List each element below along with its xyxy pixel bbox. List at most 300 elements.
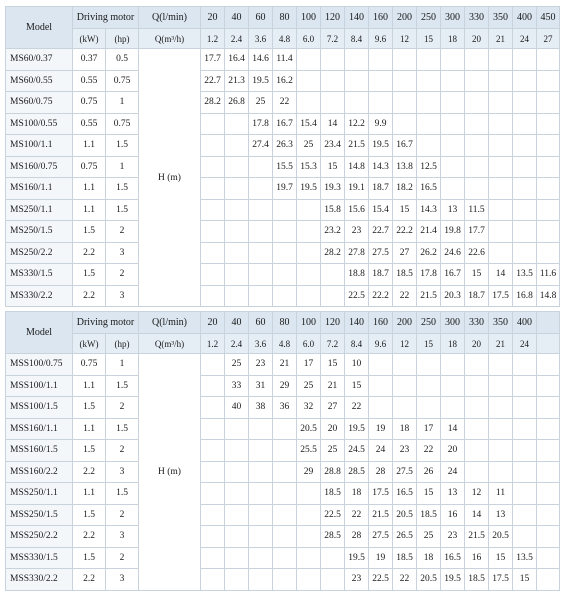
flow-m3h-header: 21 bbox=[489, 29, 513, 49]
head-value-cell bbox=[249, 418, 273, 440]
head-value-cell: 18.5 bbox=[465, 569, 489, 591]
head-value-cell: 19.5 bbox=[249, 70, 273, 92]
head-value-cell: 27 bbox=[321, 397, 345, 419]
table-row bbox=[6, 461, 560, 483]
head-value-cell bbox=[417, 354, 441, 376]
flow-lmin-header: 60 bbox=[249, 312, 273, 334]
motor-kw-cell: 1.5 bbox=[73, 264, 106, 286]
head-value-cell: 20.5 bbox=[417, 569, 441, 591]
head-value-cell bbox=[441, 354, 465, 376]
head-value-cell: 27 bbox=[393, 242, 417, 264]
head-value-cell: 13 bbox=[441, 199, 465, 221]
head-value-cell bbox=[441, 375, 465, 397]
head-value-cell bbox=[441, 156, 465, 178]
head-value-cell bbox=[201, 440, 225, 462]
head-value-cell bbox=[537, 135, 560, 157]
head-value-cell: 14 bbox=[441, 418, 465, 440]
motor-kw-cell: 1.1 bbox=[73, 199, 106, 221]
head-value-cell: 29 bbox=[273, 375, 297, 397]
head-value-cell: 17.8 bbox=[417, 264, 441, 286]
head-value-cell bbox=[249, 547, 273, 569]
head-value-cell bbox=[297, 285, 321, 307]
head-value-cell bbox=[297, 264, 321, 286]
motor-hp-cell: 0.75 bbox=[106, 70, 139, 92]
head-value-cell bbox=[513, 397, 537, 419]
table-row bbox=[6, 92, 560, 114]
head-value-cell: 21.3 bbox=[225, 70, 249, 92]
head-value-cell bbox=[393, 49, 417, 71]
head-value-cell: 19.5 bbox=[441, 569, 465, 591]
head-value-cell: 28.8 bbox=[321, 461, 345, 483]
head-value-cell: 28.5 bbox=[345, 461, 369, 483]
head-value-cell bbox=[297, 221, 321, 243]
head-value-cell: 18.7 bbox=[369, 178, 393, 200]
head-value-cell: 13.5 bbox=[513, 264, 537, 286]
head-value-cell bbox=[345, 49, 369, 71]
head-value-cell bbox=[537, 242, 560, 264]
motor-kw-cell: 2.2 bbox=[73, 461, 106, 483]
head-value-cell bbox=[225, 483, 249, 505]
ms-header-row-m3h bbox=[6, 29, 560, 49]
table-row bbox=[6, 199, 560, 221]
head-value-cell: 20 bbox=[441, 440, 465, 462]
mss-header-row-m3h bbox=[6, 334, 560, 354]
flow-m3h-header: 4.8 bbox=[273, 334, 297, 354]
motor-hp-cell: 0.75 bbox=[106, 113, 139, 135]
head-value-cell bbox=[297, 242, 321, 264]
head-value-cell: 16.7 bbox=[441, 264, 465, 286]
head-value-cell bbox=[489, 135, 513, 157]
head-value-cell bbox=[489, 418, 513, 440]
motor-kw-cell: 0.75 bbox=[73, 92, 106, 114]
motor-kw-cell: 1.1 bbox=[73, 375, 106, 397]
head-value-cell bbox=[273, 199, 297, 221]
head-value-cell: 21.5 bbox=[369, 504, 393, 526]
head-value-cell bbox=[369, 375, 393, 397]
flow-m3h-header: 8.4 bbox=[345, 334, 369, 354]
motor-hp-cell: 2 bbox=[106, 221, 139, 243]
head-value-cell bbox=[537, 375, 560, 397]
flow-lmin-header: 300 bbox=[441, 312, 465, 334]
flow-m3h-header: 2.4 bbox=[225, 29, 249, 49]
flow-lmin-header: 140 bbox=[345, 312, 369, 334]
head-value-cell bbox=[441, 92, 465, 114]
flow-m3h-header: 3.6 bbox=[249, 29, 273, 49]
flow-lmin-header: 200 bbox=[393, 312, 417, 334]
head-value-cell bbox=[321, 569, 345, 591]
head-value-cell: 16 bbox=[465, 547, 489, 569]
table-row bbox=[6, 526, 560, 548]
model-cell: MS160/1.1 bbox=[6, 178, 73, 200]
head-value-cell: 23.4 bbox=[321, 135, 345, 157]
motor-hp-cell: 1.5 bbox=[106, 199, 139, 221]
head-value-cell: 17 bbox=[297, 354, 321, 376]
head-value-cell bbox=[489, 199, 513, 221]
head-value-cell: 19 bbox=[369, 547, 393, 569]
head-value-cell bbox=[201, 504, 225, 526]
flow-lmin-header: 250 bbox=[417, 7, 441, 29]
head-value-cell: 19.5 bbox=[345, 418, 369, 440]
head-value-cell: 27.4 bbox=[249, 135, 273, 157]
head-value-cell: 25 bbox=[321, 440, 345, 462]
head-value-cell bbox=[417, 70, 441, 92]
head-value-cell bbox=[513, 92, 537, 114]
head-value-cell bbox=[513, 113, 537, 135]
head-value-cell: 28 bbox=[369, 461, 393, 483]
motor-kw-cell: 0.75 bbox=[73, 156, 106, 178]
flow-m3h-header: 8.4 bbox=[345, 29, 369, 49]
flow-lmin-header: 60 bbox=[249, 7, 273, 29]
head-value-cell bbox=[417, 92, 441, 114]
head-value-cell bbox=[465, 92, 489, 114]
flow-lmin-header: 250 bbox=[417, 312, 441, 334]
motor-hp-cell: 1.5 bbox=[106, 483, 139, 505]
head-value-cell bbox=[201, 375, 225, 397]
model-cell: MSS100/1.1 bbox=[6, 375, 73, 397]
head-value-cell: 18.2 bbox=[393, 178, 417, 200]
table-row bbox=[6, 569, 560, 591]
head-value-cell bbox=[201, 461, 225, 483]
head-value-cell: 15.8 bbox=[321, 199, 345, 221]
head-value-cell bbox=[321, 92, 345, 114]
head-value-cell bbox=[537, 418, 560, 440]
head-value-cell bbox=[249, 461, 273, 483]
driving-motor-header: Driving motor bbox=[73, 312, 139, 334]
flow-m3h-header: 6.0 bbox=[297, 334, 321, 354]
head-value-cell bbox=[441, 135, 465, 157]
head-value-cell: 22.5 bbox=[321, 504, 345, 526]
head-value-cell bbox=[225, 418, 249, 440]
motor-kw-cell: 1.5 bbox=[73, 397, 106, 419]
head-value-cell: 17.8 bbox=[249, 113, 273, 135]
head-value-cell bbox=[393, 397, 417, 419]
head-value-cell bbox=[249, 569, 273, 591]
head-value-cell bbox=[225, 135, 249, 157]
flow-lmin-label: Q(l/min) bbox=[139, 7, 201, 29]
head-value-cell bbox=[537, 354, 560, 376]
motor-hp-cell: 2 bbox=[106, 264, 139, 286]
head-value-cell bbox=[489, 49, 513, 71]
head-value-cell bbox=[297, 504, 321, 526]
head-value-cell: 15 bbox=[393, 199, 417, 221]
head-value-cell: 15.4 bbox=[369, 199, 393, 221]
head-value-cell: 23 bbox=[345, 221, 369, 243]
motor-hp-cell: 3 bbox=[106, 526, 139, 548]
head-value-cell bbox=[465, 113, 489, 135]
head-value-cell bbox=[537, 569, 560, 591]
head-value-cell bbox=[513, 221, 537, 243]
head-value-cell bbox=[489, 461, 513, 483]
head-value-cell bbox=[201, 242, 225, 264]
head-value-cell bbox=[201, 569, 225, 591]
motor-hp-cell: 2 bbox=[106, 547, 139, 569]
head-value-cell bbox=[273, 440, 297, 462]
head-value-cell: 13.8 bbox=[393, 156, 417, 178]
head-label: H (m) bbox=[139, 49, 201, 307]
head-value-cell bbox=[249, 285, 273, 307]
head-value-cell: 25.5 bbox=[297, 440, 321, 462]
head-value-cell bbox=[225, 156, 249, 178]
head-value-cell bbox=[465, 354, 489, 376]
motor-hp-cell: 0.5 bbox=[106, 49, 139, 71]
head-value-cell bbox=[321, 285, 345, 307]
motor-hp-cell: 3 bbox=[106, 285, 139, 307]
model-cell: MS100/1.1 bbox=[6, 135, 73, 157]
flow-m3h-label: Q(m³/h) bbox=[139, 29, 201, 49]
flow-m3h-header: 1.2 bbox=[201, 334, 225, 354]
model-cell: MS60/0.75 bbox=[6, 92, 73, 114]
model-cell: MSS330/1.5 bbox=[6, 547, 73, 569]
flow-lmin-header: 140 bbox=[345, 7, 369, 29]
head-value-cell bbox=[273, 547, 297, 569]
head-value-cell bbox=[273, 242, 297, 264]
head-value-cell bbox=[225, 199, 249, 221]
motor-hp-cell: 3 bbox=[106, 242, 139, 264]
motor-hp-unit: (hp) bbox=[106, 29, 139, 49]
flow-lmin-header: 330 bbox=[465, 7, 489, 29]
flow-m3h-header: 24 bbox=[513, 29, 537, 49]
head-value-cell bbox=[537, 178, 560, 200]
motor-hp-cell: 3 bbox=[106, 461, 139, 483]
head-value-cell: 14 bbox=[489, 264, 513, 286]
head-value-cell: 18.5 bbox=[393, 547, 417, 569]
flow-m3h-header: 2.4 bbox=[225, 334, 249, 354]
head-value-cell: 14.6 bbox=[249, 49, 273, 71]
model-cell: MS160/0.75 bbox=[6, 156, 73, 178]
head-value-cell: 14.3 bbox=[369, 156, 393, 178]
head-value-cell: 18 bbox=[393, 418, 417, 440]
head-value-cell: 13 bbox=[489, 504, 513, 526]
motor-kw-cell: 2.2 bbox=[73, 526, 106, 548]
head-value-cell: 15 bbox=[345, 375, 369, 397]
head-value-cell bbox=[249, 504, 273, 526]
head-value-cell bbox=[489, 440, 513, 462]
head-value-cell: 20.5 bbox=[489, 526, 513, 548]
head-value-cell bbox=[321, 547, 345, 569]
head-value-cell: 23.2 bbox=[321, 221, 345, 243]
head-value-cell bbox=[249, 156, 273, 178]
flow-m3h-header: 12 bbox=[393, 334, 417, 354]
head-value-cell: 13 bbox=[441, 483, 465, 505]
motor-kw-cell: 1.1 bbox=[73, 178, 106, 200]
head-value-cell bbox=[417, 375, 441, 397]
head-value-cell: 28.5 bbox=[321, 526, 345, 548]
head-value-cell bbox=[441, 49, 465, 71]
head-value-cell: 28.2 bbox=[321, 242, 345, 264]
head-value-cell: 22 bbox=[273, 92, 297, 114]
head-value-cell bbox=[513, 354, 537, 376]
head-value-cell bbox=[393, 354, 417, 376]
head-value-cell bbox=[273, 418, 297, 440]
model-cell: MS250/1.1 bbox=[6, 199, 73, 221]
head-value-cell bbox=[369, 70, 393, 92]
head-value-cell bbox=[297, 547, 321, 569]
head-value-cell bbox=[465, 178, 489, 200]
flow-lmin-header: 100 bbox=[297, 312, 321, 334]
motor-kw-cell: 1.1 bbox=[73, 483, 106, 505]
motor-hp-cell: 1 bbox=[106, 354, 139, 376]
head-value-cell bbox=[225, 547, 249, 569]
head-value-cell: 12.2 bbox=[345, 113, 369, 135]
model-cell: MS100/0.55 bbox=[6, 113, 73, 135]
head-value-cell: 17.7 bbox=[201, 49, 225, 71]
head-value-cell bbox=[465, 135, 489, 157]
head-value-cell bbox=[273, 285, 297, 307]
motor-kw-cell: 2.2 bbox=[73, 242, 106, 264]
flow-m3h-header: 7.2 bbox=[321, 29, 345, 49]
head-value-cell: 18.5 bbox=[393, 264, 417, 286]
flow-lmin-header: 200 bbox=[393, 7, 417, 29]
head-value-cell bbox=[297, 526, 321, 548]
model-header: Model bbox=[6, 7, 73, 49]
head-value-cell: 27.5 bbox=[369, 526, 393, 548]
head-value-cell: 18.8 bbox=[345, 264, 369, 286]
head-value-cell bbox=[513, 70, 537, 92]
head-value-cell: 15.5 bbox=[273, 156, 297, 178]
flow-m3h-header: 9.6 bbox=[369, 29, 393, 49]
flow-lmin-header: 120 bbox=[321, 7, 345, 29]
head-value-cell: 12 bbox=[465, 483, 489, 505]
head-value-cell bbox=[465, 397, 489, 419]
head-value-cell: 24.5 bbox=[345, 440, 369, 462]
head-value-cell bbox=[369, 92, 393, 114]
head-value-cell: 27.5 bbox=[393, 461, 417, 483]
head-value-cell bbox=[273, 526, 297, 548]
table-row bbox=[6, 397, 560, 419]
table-row bbox=[6, 547, 560, 569]
head-value-cell bbox=[513, 49, 537, 71]
head-value-cell: 14 bbox=[321, 113, 345, 135]
head-value-cell bbox=[249, 264, 273, 286]
head-value-cell bbox=[201, 547, 225, 569]
head-value-cell: 26.8 bbox=[225, 92, 249, 114]
head-value-cell: 17.7 bbox=[465, 221, 489, 243]
table-row bbox=[6, 440, 560, 462]
head-value-cell: 40 bbox=[225, 397, 249, 419]
flow-lmin-header: 350 bbox=[489, 7, 513, 29]
flow-lmin-header: 80 bbox=[273, 7, 297, 29]
head-value-cell bbox=[417, 49, 441, 71]
table-row bbox=[6, 264, 560, 286]
head-value-cell bbox=[297, 199, 321, 221]
head-value-cell bbox=[489, 156, 513, 178]
head-value-cell bbox=[489, 92, 513, 114]
table-row bbox=[6, 285, 560, 307]
head-value-cell bbox=[489, 375, 513, 397]
head-value-cell bbox=[249, 526, 273, 548]
head-value-cell bbox=[513, 156, 537, 178]
head-value-cell: 23 bbox=[345, 569, 369, 591]
head-value-cell: 22.2 bbox=[369, 285, 393, 307]
head-value-cell bbox=[465, 440, 489, 462]
head-value-cell bbox=[537, 199, 560, 221]
head-value-cell: 11 bbox=[489, 483, 513, 505]
head-value-cell bbox=[297, 49, 321, 71]
flow-m3h-header: 4.8 bbox=[273, 29, 297, 49]
motor-hp-cell: 1.5 bbox=[106, 375, 139, 397]
motor-kw-unit: (kW) bbox=[73, 334, 106, 354]
head-value-cell: 29 bbox=[297, 461, 321, 483]
ms-header-row-lmin bbox=[6, 7, 560, 29]
flow-m3h-header: 15 bbox=[417, 334, 441, 354]
head-value-cell: 16.5 bbox=[417, 178, 441, 200]
head-value-cell bbox=[369, 354, 393, 376]
flow-lmin-header: 300 bbox=[441, 7, 465, 29]
head-value-cell: 19 bbox=[369, 418, 393, 440]
head-value-cell bbox=[489, 221, 513, 243]
motor-kw-unit: (kW) bbox=[73, 29, 106, 49]
head-value-cell: 15 bbox=[489, 547, 513, 569]
head-value-cell: 26.3 bbox=[273, 135, 297, 157]
flow-m3h-header: 9.6 bbox=[369, 334, 393, 354]
head-value-cell bbox=[201, 264, 225, 286]
head-label: H (m) bbox=[139, 354, 201, 591]
head-value-cell bbox=[465, 375, 489, 397]
ms-series-table bbox=[5, 6, 560, 307]
head-value-cell: 20.3 bbox=[441, 285, 465, 307]
head-value-cell bbox=[513, 375, 537, 397]
head-value-cell: 18 bbox=[345, 483, 369, 505]
head-value-cell bbox=[537, 113, 560, 135]
head-value-cell: 20.5 bbox=[393, 504, 417, 526]
head-value-cell: 22.7 bbox=[201, 70, 225, 92]
table-row bbox=[6, 70, 560, 92]
head-value-cell: 24.6 bbox=[441, 242, 465, 264]
head-value-cell bbox=[321, 70, 345, 92]
model-cell: MSS250/2.2 bbox=[6, 526, 73, 548]
flow-m3h-header bbox=[537, 334, 560, 354]
head-value-cell bbox=[249, 178, 273, 200]
head-value-cell: 22 bbox=[417, 440, 441, 462]
head-value-cell bbox=[513, 483, 537, 505]
head-value-cell bbox=[441, 70, 465, 92]
head-value-cell bbox=[513, 242, 537, 264]
head-value-cell: 15.3 bbox=[297, 156, 321, 178]
head-value-cell: 25 bbox=[417, 526, 441, 548]
head-value-cell: 23 bbox=[441, 526, 465, 548]
flow-lmin-header: 80 bbox=[273, 312, 297, 334]
mss-header-row-lmin bbox=[6, 312, 560, 334]
model-cell: MSS100/1.5 bbox=[6, 397, 73, 419]
head-value-cell bbox=[393, 92, 417, 114]
head-value-cell bbox=[225, 113, 249, 135]
head-value-cell: 36 bbox=[273, 397, 297, 419]
head-value-cell: 23 bbox=[393, 440, 417, 462]
head-value-cell bbox=[225, 285, 249, 307]
head-value-cell: 13.5 bbox=[513, 547, 537, 569]
head-value-cell: 17.5 bbox=[489, 285, 513, 307]
head-value-cell: 21 bbox=[321, 375, 345, 397]
flow-lmin-header: 20 bbox=[201, 7, 225, 29]
model-header: Model bbox=[6, 312, 73, 354]
flow-lmin-header: 450 bbox=[537, 7, 560, 29]
head-value-cell bbox=[273, 264, 297, 286]
head-value-cell bbox=[489, 354, 513, 376]
head-value-cell bbox=[249, 483, 273, 505]
head-value-cell: 17.5 bbox=[489, 569, 513, 591]
head-value-cell: 19.1 bbox=[345, 178, 369, 200]
head-value-cell bbox=[465, 70, 489, 92]
head-value-cell bbox=[297, 483, 321, 505]
head-value-cell: 12.5 bbox=[417, 156, 441, 178]
head-value-cell: 25 bbox=[297, 135, 321, 157]
model-cell: MS60/0.55 bbox=[6, 70, 73, 92]
head-value-cell bbox=[321, 264, 345, 286]
head-value-cell: 16 bbox=[441, 504, 465, 526]
head-value-cell: 27.8 bbox=[345, 242, 369, 264]
head-value-cell: 22 bbox=[393, 285, 417, 307]
head-value-cell bbox=[513, 178, 537, 200]
